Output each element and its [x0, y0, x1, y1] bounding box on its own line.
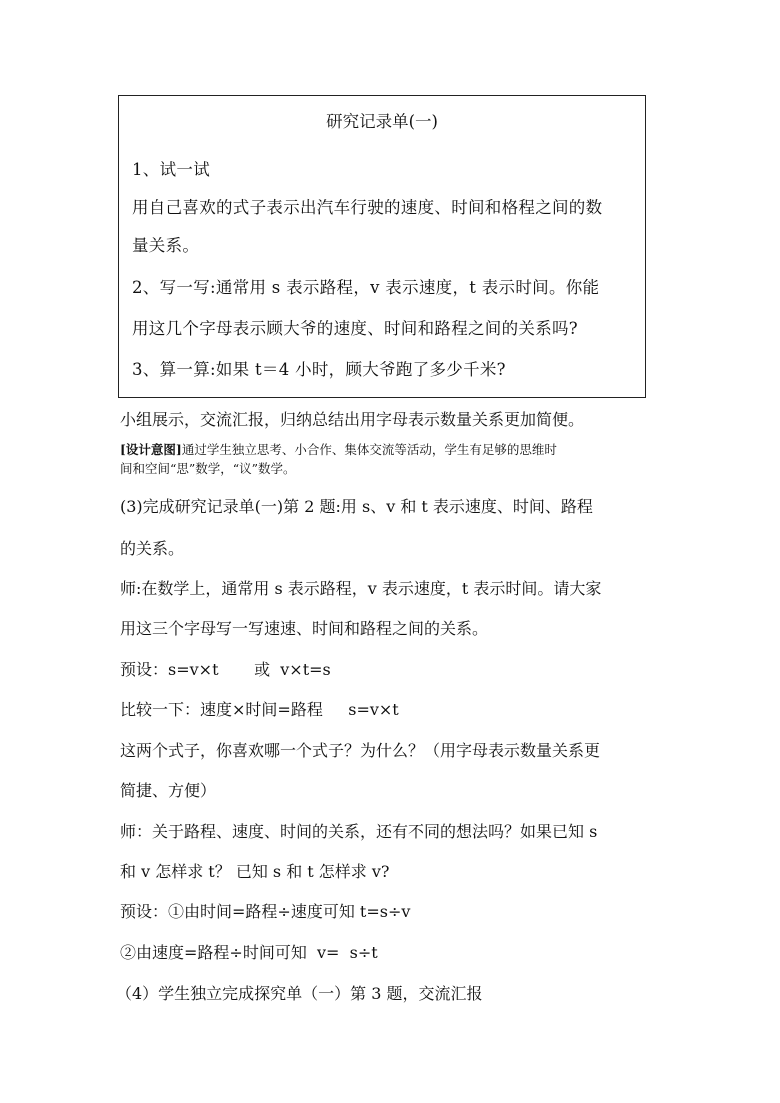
body-line-2: 的关系。 — [120, 539, 185, 558]
body-line-13: （4）学生独立完成探究单（一）第 3 题，交流汇报 — [116, 984, 483, 1003]
body-line-8: 简捷、方便） — [120, 781, 217, 800]
body-line-1: (3)完成研究记录单(一)第 2 题:用 s、v 和 t 表示速度、时间、路程 — [120, 497, 593, 516]
design-note-line-2: 间和空间“思”数学，“议”数学。 — [120, 461, 296, 476]
body-line-9: 师：关于路程、速度、时间的关系，还有不同的想法吗？如果已知 s — [120, 822, 598, 841]
design-note-line-1: 通过学生独立思考、小合作、集体交流等活动，学生有足够的思维时 — [181, 442, 557, 457]
body-line-12: ②由速度=路程÷时间可知 v= s÷t — [120, 943, 378, 962]
body-line-11: 预设：①由时间=路程÷速度可知 t=s÷v — [120, 902, 411, 921]
record-line-5: 用这几个字母表示顾大爷的速度、时间和路程之间的关系吗? — [132, 319, 578, 338]
record-line-4: 2、写一写:通常用 s 表示路程，v 表示速度，t 表示时间。你能 — [132, 278, 600, 297]
body-line-4: 用这三个字母写一写速速、时间和路程之间的关系。 — [120, 619, 489, 638]
record-line-3: 量关系。 — [132, 236, 200, 255]
record-sheet-title: 研究记录单(一) — [326, 112, 438, 131]
research-record-box — [118, 95, 646, 398]
record-line-6: 3、算一算:如果 t＝4 小时，顾大爷跑了多少千米? — [132, 360, 506, 379]
body-line-6: 比较一下：速度×时间=路程 s=v×t — [120, 700, 399, 719]
body-line-3: 师:在数学上，通常用 s 表示路程，v 表示速度，t 表示时间。请大家 — [120, 579, 602, 598]
record-line-1: 1、试一试 — [132, 160, 210, 179]
body-line-10: 和 v 怎样求 t？ 已知 s 和 t 怎样求 v? — [120, 862, 390, 881]
design-note — [120, 441, 557, 459]
body-line-5: 预设：s=v×t 或 v×t=s — [120, 660, 331, 679]
design-note-label: [设计意图] — [120, 442, 182, 457]
body-line-7: 这两个式子，你喜欢哪一个式子？为什么？（用字母表示数量关系更 — [120, 741, 601, 760]
summary-text: 小组展示，交流汇报，归纳总结出用字母表示数量关系更加简便。 — [120, 410, 585, 429]
record-line-2: 用自己喜欢的式子表示出汽车行驶的速度、时间和格程之间的数 — [132, 198, 603, 217]
